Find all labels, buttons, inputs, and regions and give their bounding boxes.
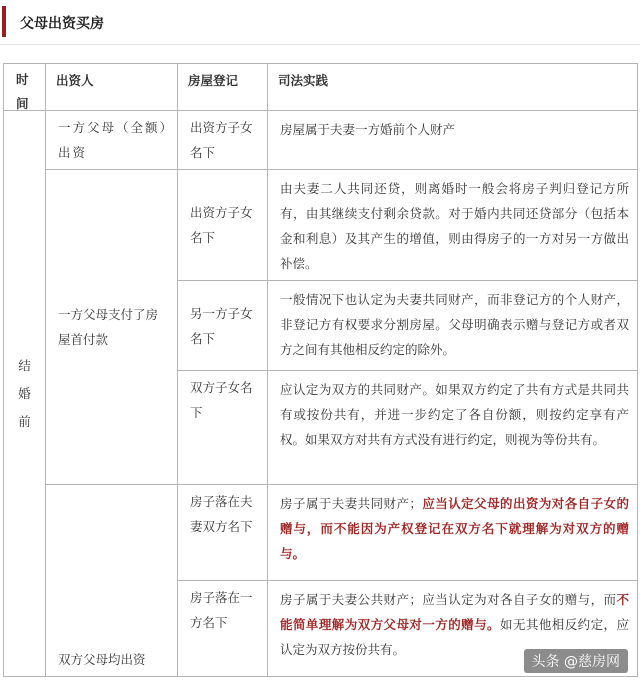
highlight-text: 不能简单理解为双方父母对一方的赠与。 xyxy=(280,592,629,632)
registration-cell: 房子落在夫妻双方名下 xyxy=(178,485,268,581)
time-label: 结婚前 xyxy=(18,357,31,429)
practice-cell xyxy=(268,485,638,581)
header-accent-bar xyxy=(2,6,6,37)
table-row xyxy=(4,485,638,581)
time-cell xyxy=(4,111,46,677)
funder-cell: 一方父母支付了房屋首付款 xyxy=(46,170,178,485)
practice-cell: 一般情况下也认定为夫妻共同财产，而非登记方的个人财产，非登记方有权要求分割房屋。父母明确表示赠与登记方或者双方之间有其他相反约定的除外。 xyxy=(268,281,638,371)
table-row xyxy=(4,170,638,281)
table-header-row xyxy=(4,64,638,111)
practice-cell: 应认定为双方的共同财产。如果双方约定了共有方式是共同共有或按份共有，并进一步约定了各自份额，则按约定享有产权。如果双方对共有方式没有进行约定，则视为等份共有。 xyxy=(268,371,638,485)
funding-table xyxy=(3,63,638,677)
col-header-time: 时间 xyxy=(4,64,46,111)
col-header-practice: 司法实践 xyxy=(268,64,638,111)
col-header-registration: 房屋登记 xyxy=(178,64,268,111)
registration-cell: 另一方子女名下 xyxy=(178,281,268,371)
funder-cell: 双方父母均出资 xyxy=(46,485,178,677)
section-header xyxy=(0,0,640,45)
registration-cell: 出资方子女名下 xyxy=(178,170,268,281)
practice-text: 房子属于夫妻公共财产；应当认定为对各自子女的赠与，而不能简单理解为双方父母对一方的赠与。如无其他相反约定，应认定为双方按份共有。 xyxy=(280,592,629,657)
table-row xyxy=(4,111,638,170)
section-title: 父母出资买房 xyxy=(20,16,104,32)
source-watermark: 头条 @慈房网 xyxy=(524,649,628,673)
col-header-funder: 出资人 xyxy=(46,64,178,111)
registration-cell: 双方子女名下 xyxy=(178,371,268,485)
registration-cell: 出资方子女名下 xyxy=(178,111,268,170)
practice-text: 房子属于夫妻共同财产；应当认定父母的出资为对各自子女的赠与，而不能因为产权登记在双方名下就理解为对双方的赠与。 xyxy=(280,496,629,561)
registration-cell: 房子落在一方名下 xyxy=(178,581,268,677)
practice-cell: 由夫妻二人共同还贷，则离婚时一般会将房子判归登记方所有，由其继续支付剩余贷款。对于婚内共同还贷部分（包括本金和利息）及其产生的增值，则由得房子的一方对另一方做出补偿。 xyxy=(268,170,638,281)
practice-cell: 房屋属于夫妻一方婚前个人财产 xyxy=(268,111,638,170)
funder-cell: 一方父母（全额）出资 xyxy=(46,111,178,170)
highlight-text: 应当认定父母的出资为对各自子女的赠与，而不能因为产权登记在双方名下就理解为对双方的赠与。 xyxy=(280,496,629,561)
